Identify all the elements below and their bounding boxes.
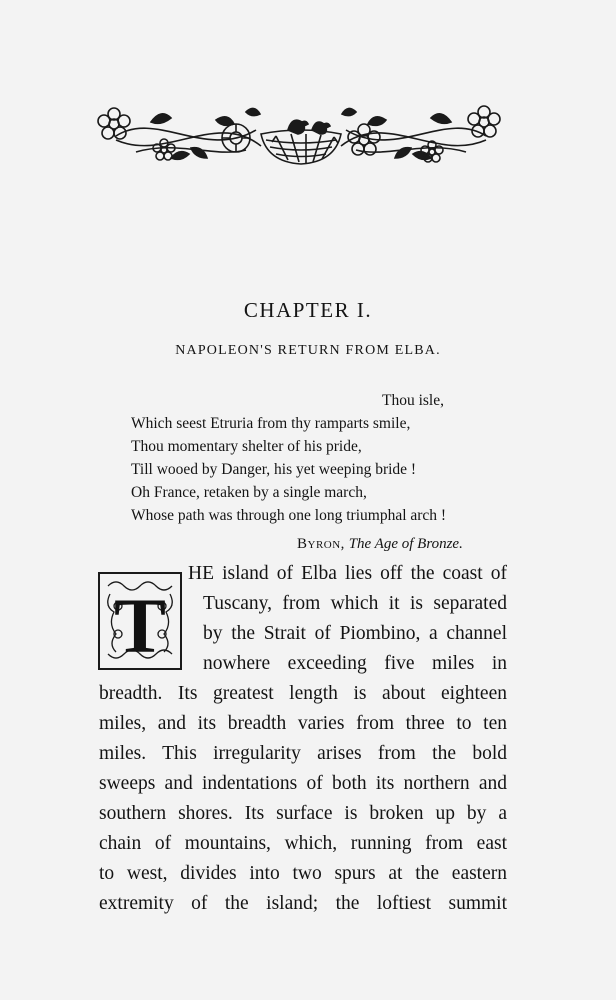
body-line: nowhere exceeding five miles in	[203, 653, 507, 674]
body-line: Tuscany, from which it is separated	[203, 593, 507, 614]
body-line: to west, divides into two spurs at the eastern	[99, 863, 507, 884]
ornamental-letter-icon	[100, 574, 180, 668]
body-line: southern shores. Its surface is broken up by a	[99, 803, 507, 824]
epigraph-author: Byron,	[297, 536, 345, 552]
body-line: HE island of Elba lies off the coast of	[188, 563, 507, 584]
floral-headpiece-icon	[96, 100, 506, 166]
epigraph-line: Oh France, retaken by a single march,	[131, 484, 367, 501]
epigraph-work: The Age of Bronze.	[348, 536, 463, 552]
dropcap-initial	[98, 572, 182, 670]
body-line: breadth. Its greatest length is about eighteen	[99, 683, 507, 704]
body-line: chain of mountains, which, running from east	[99, 833, 507, 854]
chapter-title: CHAPTER I.	[243, 298, 373, 322]
body-line: extremity of the island; the loftiest summit	[99, 893, 507, 914]
epigraph-line: Which seest Etruria from thy ramparts smile,	[131, 415, 411, 432]
body-line: miles, and its breadth varies from three to ten	[99, 713, 507, 734]
body-line: sweeps and indentations of both its northern and	[99, 773, 507, 794]
chapter-subtitle: NAPOLEON'S RETURN FROM ELBA.	[175, 343, 441, 358]
epigraph-line: Thou isle,	[382, 392, 444, 409]
epigraph-line: Thou momentary shelter of his pride,	[131, 438, 362, 455]
body-line: miles. This irregularity arises from the bold	[99, 743, 507, 764]
epigraph-line: Till wooed by Danger, his yet weeping bride !	[131, 461, 417, 478]
dropcap-letter: T	[113, 582, 167, 668]
body-line: by the Strait of Piombino, a channel	[203, 623, 507, 644]
epigraph-line: Whose path was through one long triumphal arch !	[131, 507, 447, 524]
epigraph-attribution	[297, 536, 463, 553]
